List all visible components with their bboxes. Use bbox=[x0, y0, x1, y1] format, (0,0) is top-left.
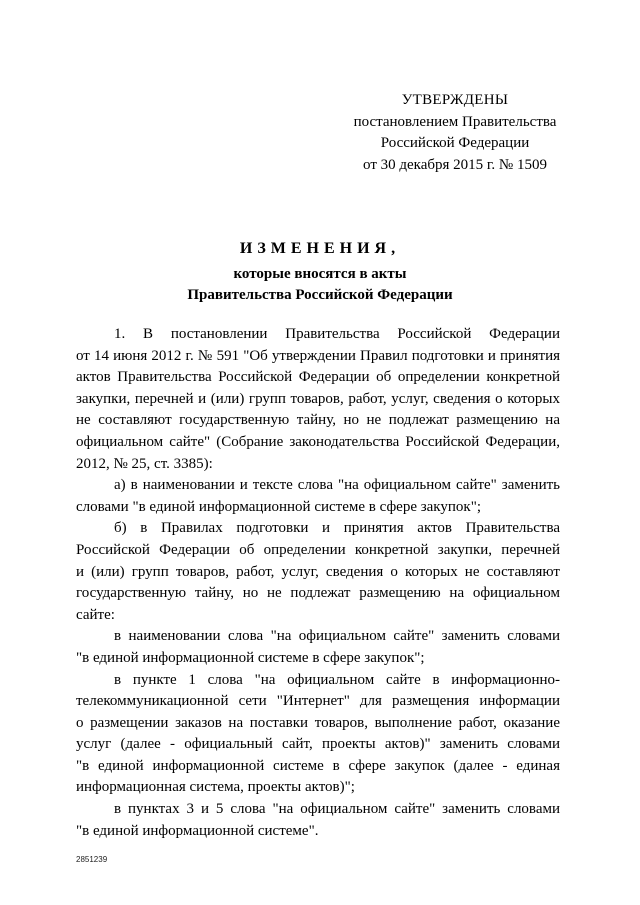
paragraph-line: не составляют государственную тайну, но не подлежат размещению на bbox=[76, 412, 560, 429]
paragraph-line: "в единой информационной системе". bbox=[76, 822, 319, 839]
paragraph-p2 bbox=[76, 475, 560, 518]
paragraph-line: информационная система, проекты актов)"; bbox=[76, 779, 355, 796]
approval-block bbox=[330, 90, 580, 176]
subtitle-line-1: которые вносятся в акты bbox=[233, 266, 407, 282]
paragraph-line: услуг (далее - официальный сайт, проекты актов)" заменить словами bbox=[76, 736, 560, 753]
subtitle-line-2: Правительства Российской Федерации bbox=[187, 287, 453, 303]
paragraph-line: б) в Правилах подготовки и принятия актов Правительства bbox=[114, 520, 560, 537]
paragraph-line: а) в наименовании и тексте слова "на официальном сайте" заменить bbox=[114, 477, 560, 494]
paragraph-p5 bbox=[76, 670, 560, 800]
paragraph-line: актов Правительства Российской Федерации об определении конкретной bbox=[76, 369, 560, 386]
paragraph-line: 1. В постановлении Правительства Российской Федерации bbox=[114, 326, 560, 342]
paragraph-line: официальном сайте" (Собрание законодательства Российской Федерации, bbox=[76, 433, 560, 450]
paragraph-line: "в единой информационной системе в сфере закупок"; bbox=[76, 649, 425, 666]
paragraph-line: о размещении заказов на поставки товаров, выполнение работ, оказание bbox=[76, 714, 560, 731]
paragraph-line: Российской Федерации об определении конкретной закупки, перечней bbox=[76, 541, 560, 558]
paragraph-line: словами "в единой информационной системе в сфере закупок"; bbox=[76, 498, 481, 515]
approval-line-1: постановлением Правительства bbox=[353, 113, 557, 130]
approval-line-2: Российской Федерации bbox=[380, 135, 530, 151]
paragraph-line: "в единой информационной системе в сфере закупок (далее - единая bbox=[76, 757, 560, 774]
document-title-block bbox=[0, 238, 640, 306]
paragraph-line: телекоммуникационной сети "Интернет" для размещения информации bbox=[76, 693, 560, 710]
document-title: ИЗМЕНЕНИЯ, bbox=[239, 240, 401, 257]
paragraph-line: и (или) групп товаров, работ, услуг, сведения о которых не составляют bbox=[76, 563, 560, 580]
paragraph-p3 bbox=[76, 518, 560, 626]
paragraph-line: 2012, № 25, ст. 3385): bbox=[76, 455, 213, 472]
paragraph-line: от 14 июня 2012 г. № 591 "Об утверждении Правил подготовки и принятия bbox=[76, 347, 560, 364]
paragraph-line: в наименовании слова "на официальном сайте" заменить словами bbox=[114, 628, 560, 645]
paragraph-line: в пункте 1 слова "на официальном сайте в информационно- bbox=[114, 671, 560, 688]
approval-heading: УТВЕРЖДЕНЫ bbox=[401, 92, 509, 108]
paragraph-p4 bbox=[76, 626, 560, 669]
paragraph-line: государственную тайну, но не подлежат размещению на официальном bbox=[76, 585, 560, 602]
document-subtitle bbox=[0, 264, 640, 306]
paragraph-line: закупки, перечней и (или) групп товаров, работ, услуг, сведения о которых bbox=[76, 390, 560, 407]
paragraph-p6 bbox=[76, 799, 560, 842]
document-body bbox=[76, 324, 560, 842]
paragraph-line: сайте: bbox=[76, 606, 115, 623]
approval-line-3: от 30 декабря 2015 г. № 1509 bbox=[363, 156, 547, 173]
paragraph-p1 bbox=[76, 324, 560, 475]
paragraph-line: в пунктах 3 и 5 слова "на официальном сайте" заменить словами bbox=[114, 801, 560, 818]
document-code: 2851239 bbox=[76, 855, 108, 864]
